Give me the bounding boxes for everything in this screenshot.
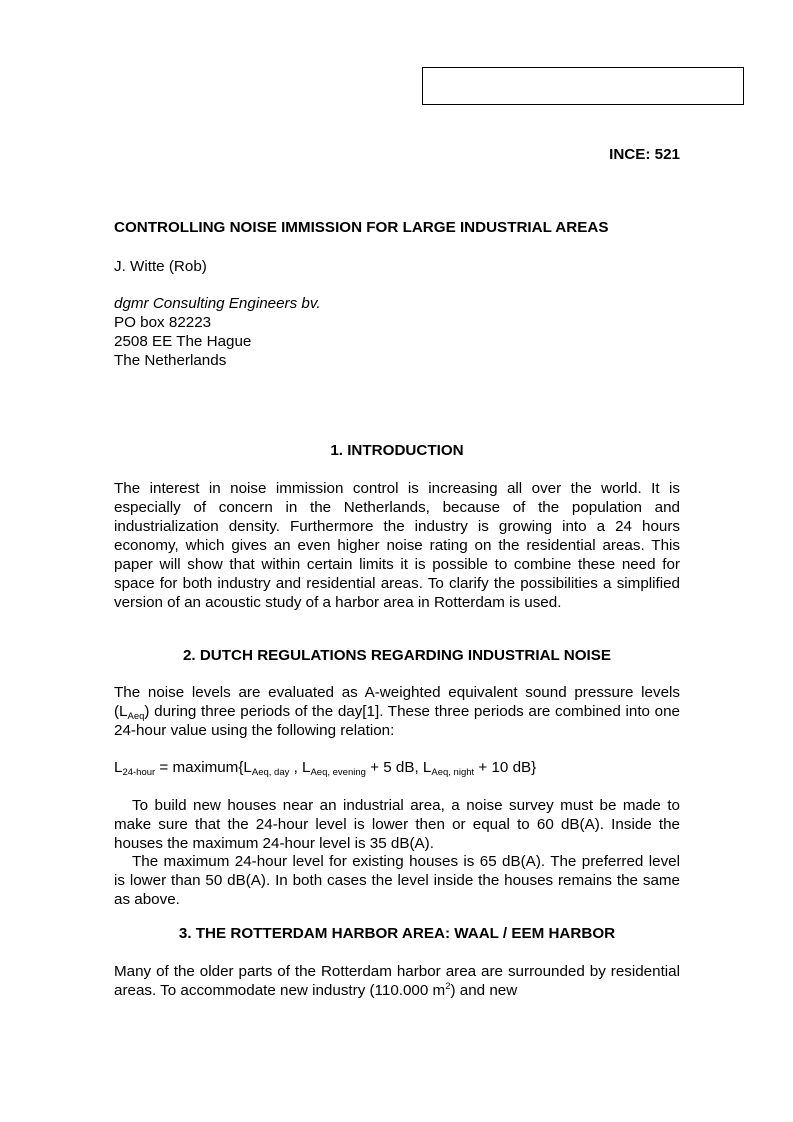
formula-sub-24hour: 24-hour [122, 767, 156, 778]
affiliation-block [114, 294, 680, 370]
rotterdam-text-b: ) and new [450, 982, 518, 999]
formula-maximum: = maximum{L [155, 759, 252, 776]
section-heading-rotterdam: 3. THE ROTTERDAM HARBOR AREA: WAAL / EEM HARBOR [178, 925, 616, 942]
regulations-text-a: The noise levels are evaluated as A-weighted equivalent sound pressure levels (L [114, 684, 680, 720]
equation-24-hour-level [114, 758, 680, 777]
regulations-paragraph-2: To build new houses near an industrial area, a noise survey must be made to make sure that the 24-hour level is lower then or equal to 60 dB(A). Inside the houses the maximum 24-hour level is 35 dB(A). [114, 797, 680, 852]
regulations-paragraph-3: The maximum 24-hour level for existing houses is 65 dB(A). The preferred level is lower than 50 dB(A). In both cases the level inside the houses remains the same as above. [114, 853, 680, 908]
header-empty-box [422, 67, 744, 105]
regulations-text-b: ) during three periods of the day[1]. These three periods are combined into one 24-hour value using the following relation: [114, 703, 680, 739]
formula-sub-day: Aeq, day [251, 767, 290, 778]
affiliation-city: 2508 EE The Hague [114, 333, 252, 350]
section-heading-regulations: 2. DUTCH REGULATIONS REGARDING INDUSTRIAL NOISE [182, 647, 612, 664]
laeq-subscript: Aeq [127, 711, 145, 722]
paper-code: INCE: 521 [609, 146, 680, 163]
formula-sub-night: Aeq, night [431, 767, 475, 778]
affiliation-country: The Netherlands [114, 352, 227, 369]
section-heading-introduction: 1. INTRODUCTION [330, 442, 464, 459]
formula-plus-10db: + 10 dB} [474, 759, 537, 776]
affiliation-organization: dgmr Consulting Engineers bv. [114, 295, 321, 312]
rotterdam-text-a: Many of the older parts of the Rotterdam harbor area are surrounded by residential areas. To accommodate new industry (110.000 m [114, 963, 680, 999]
formula-sub-evening: Aeq, evening [310, 767, 366, 778]
formula-plus-5db: + 5 dB, L [365, 759, 432, 776]
regulations-paragraph-1 [114, 683, 680, 740]
author-name: J. Witte (Rob) [114, 258, 207, 275]
formula-l: L [114, 759, 123, 776]
affiliation-po-box: PO box 82223 [114, 314, 212, 331]
paper-title: CONTROLLING NOISE IMMISSION FOR LARGE INDUSTRIAL AREAS [114, 219, 609, 236]
rotterdam-paragraph [114, 962, 680, 1000]
introduction-paragraph: The interest in noise immission control is increasing all over the world. It is especially of concern in the Netherlands, because of the population and industrialization density. Furthermore the industry is growing into a 24 hours economy, which gives an even higher noise rating on the residential areas. This paper will show that within certain limits it is possible to combine these need for space for both industry and residential areas. To clarify the possibilities a simplified version of an acoustic study of a harbor area in Rotterdam is used. [114, 480, 680, 611]
formula-separator: , L [289, 759, 311, 776]
m2-superscript: 2 [445, 981, 451, 992]
